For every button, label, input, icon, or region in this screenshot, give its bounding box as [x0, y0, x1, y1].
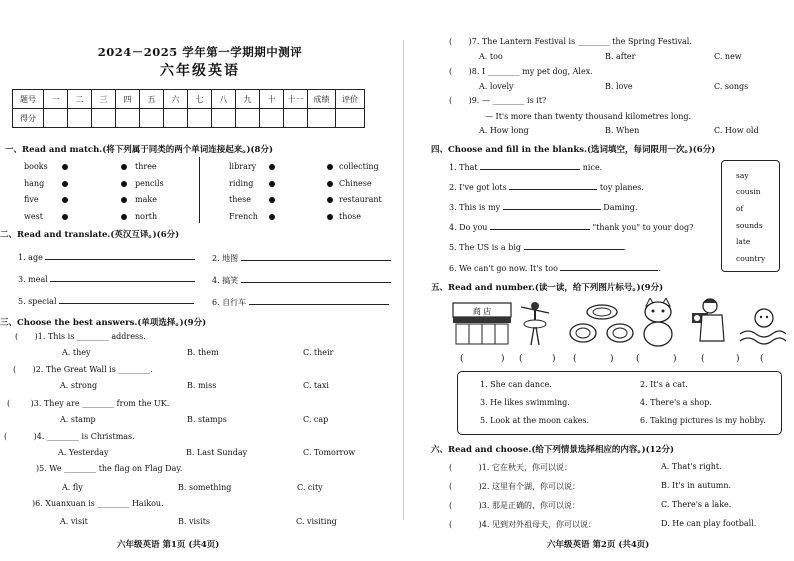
match-dot[interactable]: [269, 181, 275, 187]
year-title: 2024－2025 学年第一学期期中测评: [97, 45, 303, 59]
section-4-title: 四、Choose and fill in the blanks.(选词填空，每词限用一次。)(6分): [431, 145, 716, 155]
mc-option-a[interactable]: A. stamp: [60, 415, 96, 424]
score-cell[interactable]: [284, 109, 308, 128]
score-cell: 六: [164, 90, 188, 109]
word-bank-item: say: [736, 171, 749, 180]
scenario-option[interactable]: A. That's right.: [661, 462, 722, 471]
score-cell[interactable]: [336, 109, 365, 128]
mc-option-c[interactable]: C. Tomorrow: [303, 448, 356, 457]
score-cell[interactable]: [260, 109, 284, 128]
score-cell: 十: [260, 90, 284, 109]
match-dots-4: [327, 160, 333, 226]
score-cell[interactable]: [236, 109, 260, 128]
mc-question: )5. We ________ the flag on Flag Day.: [36, 464, 183, 473]
mc-option-c[interactable]: C. cap: [303, 415, 329, 424]
score-cell[interactable]: [308, 109, 336, 128]
translate-item: 5. special: [18, 297, 194, 306]
match-dot[interactable]: [62, 164, 68, 170]
match-word: five: [24, 195, 39, 204]
mc-followup: — It's more than twenty thousand kilometres long.: [485, 112, 692, 121]
scenario-option[interactable]: C. There's a lake.: [661, 500, 732, 509]
word-bank-item: cousin: [736, 187, 761, 196]
match-word: Chinese: [339, 178, 372, 188]
match-col-2: [135, 159, 164, 225]
scenario-question: ( )2. 这里有个湖，你可以说：: [449, 482, 580, 491]
answer-line[interactable]: [59, 303, 194, 304]
fill-item: 5. The US is a big .: [449, 243, 627, 252]
mc-option-b[interactable]: B. miss: [187, 381, 217, 390]
word-bank-item: sounds: [736, 221, 763, 230]
score-table: [12, 89, 365, 128]
answer-line[interactable]: [241, 282, 391, 283]
mc-option-b[interactable]: B. something: [178, 483, 232, 492]
mc-option-a[interactable]: A. How long: [479, 126, 529, 135]
answer-line[interactable]: [503, 209, 601, 210]
answer-bracket[interactable]: (: [573, 354, 577, 364]
mc-option-b[interactable]: B. them: [187, 348, 219, 357]
match-dot[interactable]: [121, 164, 127, 170]
swimmer-picture: [738, 300, 786, 348]
match-dots-1: [62, 160, 68, 226]
match-word: north: [135, 211, 158, 221]
score-cell[interactable]: [92, 109, 116, 128]
match-word: restaurant: [339, 195, 382, 204]
fill-item: 4. Do you "thank you" to your dog?: [449, 223, 694, 232]
scenario-option[interactable]: B. It's in autumn.: [661, 481, 732, 490]
subject-title: 六年级英语: [160, 63, 240, 79]
photographer-picture: [688, 297, 732, 349]
mc-option-c[interactable]: C. taxi: [303, 381, 329, 390]
match-word: library: [229, 162, 257, 171]
match-word: these: [229, 195, 251, 204]
answer-bracket[interactable]: ): [736, 354, 740, 364]
match-word: west: [24, 211, 43, 221]
mc-option-b[interactable]: B. visits: [178, 517, 211, 526]
mc-option-c[interactable]: C. visiting: [296, 517, 337, 526]
fill-item: 3. This is my Daming.: [449, 203, 638, 212]
match-dot[interactable]: [62, 197, 68, 203]
translate-item: 2. 地图: [212, 253, 391, 264]
mc-option-b[interactable]: B. love: [605, 82, 633, 91]
score-cell[interactable]: [140, 109, 164, 128]
mc-option-a[interactable]: A. strong: [60, 381, 98, 390]
word-bank-item: country: [736, 254, 766, 263]
mc-question: ( )9. — ________ is it?: [449, 96, 547, 105]
match-dot[interactable]: [62, 214, 68, 220]
section-1-title: 一、Read and match.(将下列属于同类的两个单词连接起来。)(8分): [5, 145, 273, 155]
score-cell[interactable]: [212, 109, 236, 128]
answer-line[interactable]: [524, 249, 624, 250]
mc-question: ( )1. This is ________ address.: [15, 332, 146, 341]
match-dot[interactable]: [327, 181, 333, 187]
score-cell[interactable]: [44, 109, 68, 128]
answer-bracket[interactable]: (: [760, 354, 764, 364]
translate-item: 1. age: [18, 253, 195, 262]
answer-line[interactable]: [249, 304, 389, 305]
answer-line[interactable]: [509, 189, 597, 190]
mc-question: ( )4. ________ is Christmas.: [4, 432, 135, 441]
mc-option-b[interactable]: B. stamps: [187, 415, 227, 424]
match-dot[interactable]: [121, 181, 127, 187]
match-col-3: [229, 159, 258, 225]
score-cell: 三: [92, 90, 116, 109]
mc-question: ( )7. The Lantern Festival is ________ the Spring Festival.: [449, 37, 692, 46]
mc-question: ( )8. I ________ my pet dog, Alex.: [449, 67, 593, 76]
shop-picture: [450, 301, 514, 347]
mc-option-c[interactable]: C. new: [714, 52, 742, 61]
sentence: 2. It's a cat.: [640, 380, 688, 389]
mc-option-a[interactable]: A. they: [62, 348, 91, 357]
mc-question: )6. Xuanxuan is ________ Haikou.: [32, 499, 164, 508]
score-cell[interactable]: [116, 109, 140, 128]
mc-option-c[interactable]: C. city: [297, 483, 323, 492]
mc-option-a[interactable]: A. too: [479, 52, 503, 61]
mc-option-a[interactable]: A. lovely: [479, 82, 514, 91]
match-dot[interactable]: [121, 214, 127, 220]
answer-bracket[interactable]: (: [519, 354, 523, 364]
score-cell[interactable]: [68, 109, 92, 128]
section-6-title: 六、Read and choose.(给下列情景选择相应的内容。)(12分): [431, 445, 674, 455]
scenario-question: ( )4. 见到对外祖母夫，你可以说：: [449, 520, 596, 529]
mc-option-b[interactable]: B. When: [605, 126, 640, 135]
word-bank: [721, 160, 780, 272]
answer-line[interactable]: [490, 229, 590, 230]
match-word: make: [135, 195, 157, 204]
answer-line[interactable]: [50, 281, 195, 282]
match-word: those: [339, 211, 362, 221]
match-dot[interactable]: [62, 181, 68, 187]
footer-left: 六年级英语 第1页 (共4页): [117, 540, 220, 550]
answer-bracket[interactable]: (: [460, 354, 464, 364]
match-col-4: [339, 159, 382, 225]
score-cell: 四: [116, 90, 140, 109]
score-cell: 七: [188, 90, 212, 109]
translate-item: 6. 自行车: [212, 297, 389, 308]
match-dot[interactable]: [269, 214, 275, 220]
mc-question: ( )3. They are ________ from the UK.: [7, 399, 170, 408]
match-word: riding: [229, 178, 254, 188]
match-word: three: [135, 162, 157, 171]
scenario-question: ( )1. 它在秋天，你可以说：: [449, 463, 572, 472]
mc-option-c[interactable]: C. How old: [714, 126, 759, 135]
score-cell[interactable]: [188, 109, 212, 128]
footer-right: 六年级英语 第2页 (共4页): [547, 540, 650, 550]
match-word: hang: [24, 178, 45, 188]
answer-bracket[interactable]: (: [701, 354, 705, 364]
sentence: 5. Look at the moon cakes.: [480, 416, 590, 425]
scenario-option[interactable]: D. He can play football.: [661, 519, 757, 528]
fill-item: 1. That nice.: [449, 163, 603, 172]
sentence-box: [457, 371, 782, 435]
mc-option-c[interactable]: C. their: [303, 348, 334, 357]
answer-line[interactable]: [560, 270, 658, 271]
divider: [199, 157, 200, 223]
sentence: 6. Taking pictures is my hobby.: [640, 416, 766, 425]
mc-option-a[interactable]: A. visit: [60, 517, 88, 526]
page-gutter: [403, 40, 404, 520]
score-cell: 十一: [284, 90, 308, 109]
word-bank-item: late: [736, 237, 751, 246]
sentence: 1. She can dance.: [480, 380, 552, 389]
match-dot[interactable]: [327, 197, 333, 203]
answer-line[interactable]: [241, 260, 391, 261]
answer-bracket[interactable]: ): [610, 354, 614, 364]
match-col-1: [24, 159, 48, 225]
match-word: books: [24, 162, 48, 171]
score-cell: 题号: [13, 90, 44, 109]
ballerina-picture: [517, 299, 553, 349]
match-dot[interactable]: [327, 214, 333, 220]
match-dot[interactable]: [121, 197, 127, 203]
answer-bracket[interactable]: ): [673, 354, 677, 364]
mc-question: ( )2. The Great Wall is ________.: [13, 365, 153, 374]
mc-option-a[interactable]: A. fly: [62, 483, 83, 492]
score-cell[interactable]: [164, 109, 188, 128]
mooncakes-picture: [568, 302, 636, 348]
section-3-title: 三、Choose the best answers.(单项选择。)(9分): [0, 318, 207, 328]
score-cell: 成绩: [308, 90, 336, 109]
fill-item: 6. We can't go now. It's too .: [449, 264, 661, 273]
match-dots-2: [121, 160, 127, 226]
cat-picture: [638, 298, 678, 348]
match-dot[interactable]: [327, 164, 333, 170]
score-cell: 九: [236, 90, 260, 109]
answer-bracket[interactable]: (: [636, 354, 640, 364]
answer-line[interactable]: [480, 169, 580, 170]
match-word: pencils: [135, 178, 164, 188]
score-cell: 二: [68, 90, 92, 109]
mc-option-b[interactable]: B. after: [605, 52, 636, 61]
answer-line[interactable]: [45, 259, 195, 260]
match-word: French: [229, 211, 258, 221]
score-cell: 八: [212, 90, 236, 109]
answer-bracket[interactable]: ): [501, 354, 505, 364]
translate-item: 3. meal: [18, 275, 195, 284]
mc-option-b[interactable]: B. Last Sunday: [186, 448, 248, 457]
word-bank-item: of: [736, 204, 744, 213]
mc-option-c[interactable]: C. songs: [714, 82, 749, 91]
scenario-question: ( )3. 那是正确的，你可以说：: [449, 501, 580, 510]
shop-sign: 商 店: [472, 307, 492, 316]
mc-option-a[interactable]: A. Yesterday: [58, 448, 109, 457]
sentence: 3. He likes swimming.: [480, 398, 570, 407]
score-cell: 五: [140, 90, 164, 109]
section-2-title: 二、Read and translate.(英汉互译。)(6分): [0, 230, 180, 240]
score-cell: 评价: [336, 90, 365, 109]
match-dot[interactable]: [269, 164, 275, 170]
score-cell: 得分: [13, 109, 44, 128]
answer-bracket[interactable]: ): [552, 354, 556, 364]
match-dots-3: [269, 160, 275, 226]
fill-item: 2. I've got lots toy planes.: [449, 183, 644, 192]
score-cell: 一: [44, 90, 68, 109]
translate-item: 4. 搞笑: [212, 275, 391, 286]
match-dot[interactable]: [269, 197, 275, 203]
match-word: collecting: [339, 162, 379, 171]
sentence: 4. There's a shop.: [640, 398, 712, 407]
section-5-title: 五、Read and number.(读一读，给下列图片标号。)(9分): [431, 283, 664, 293]
